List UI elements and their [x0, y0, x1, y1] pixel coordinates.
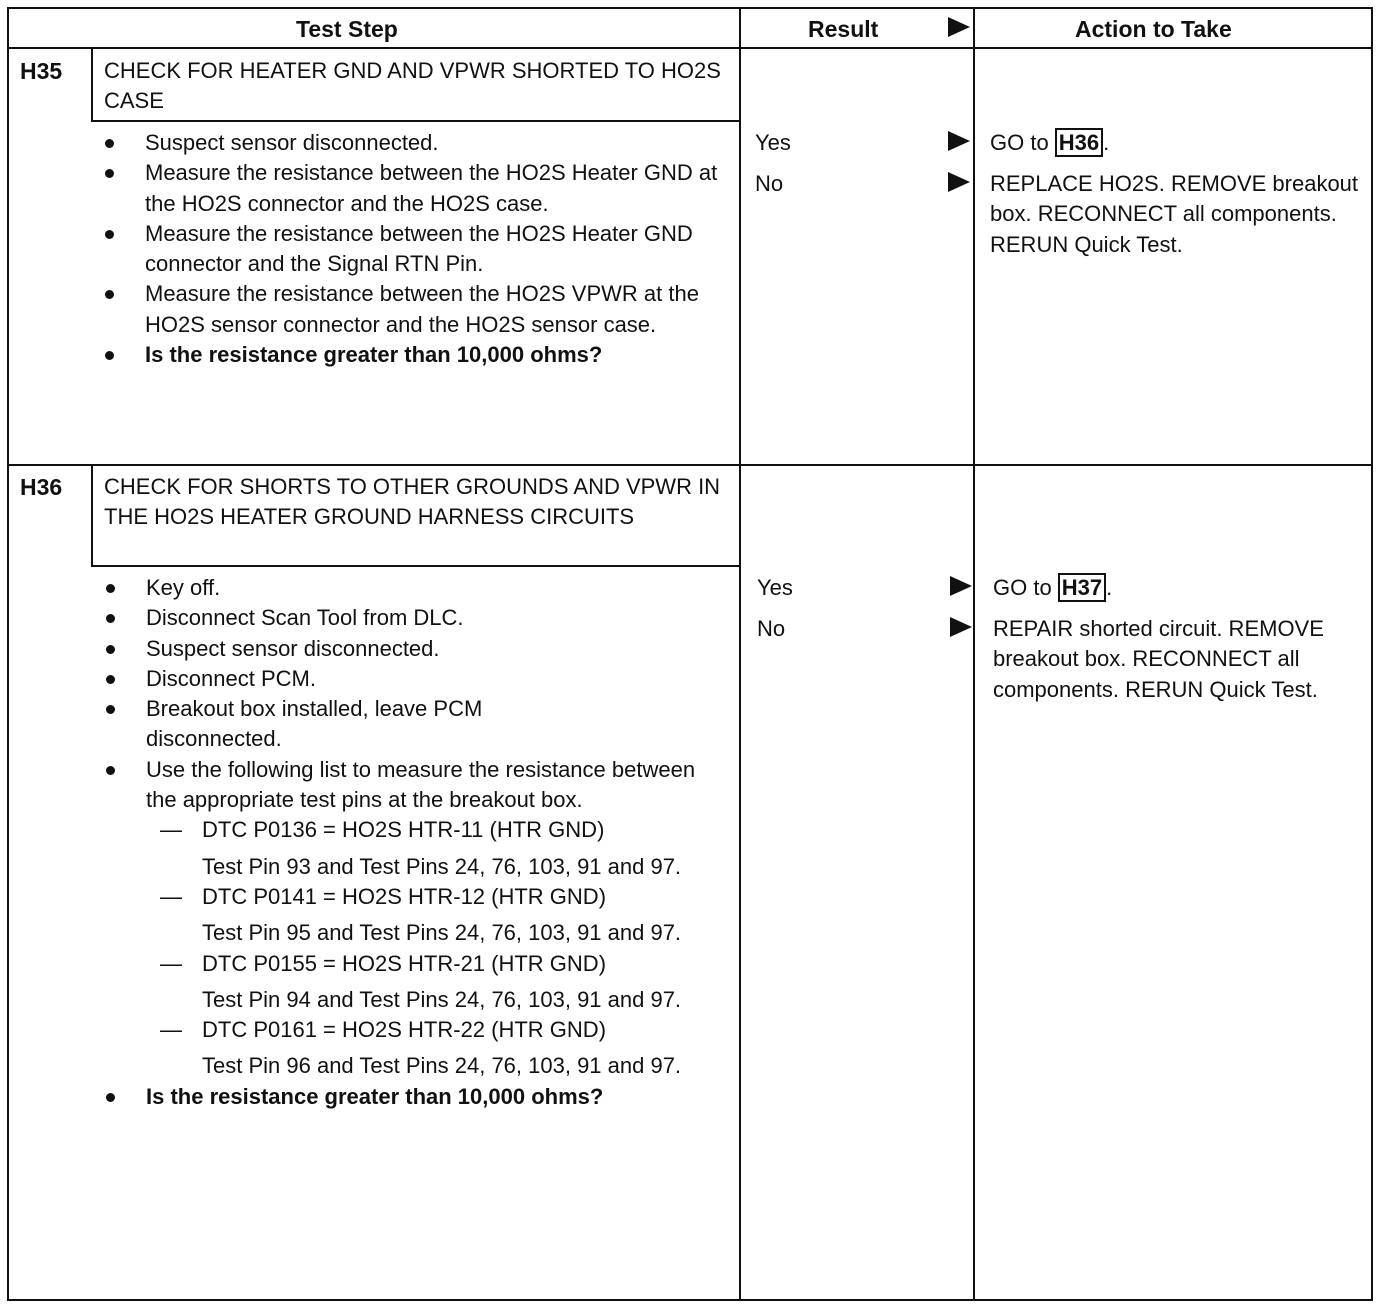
header-action: Action to Take	[1075, 16, 1232, 42]
step-title: CHECK FOR HEATER GND AND VPWR SHORTED TO HO2S CASE	[104, 58, 721, 114]
bullet-item: Key off.	[104, 573, 724, 603]
bullet-item: Use the following list to measure the resistance between the appropriate test pins at the breakout box.	[104, 755, 706, 816]
arrow-icon	[950, 576, 972, 596]
bullet-item: Breakout box installed, leave PCM disconnected.	[104, 694, 586, 755]
header-test-step: Test Step	[296, 16, 398, 42]
action-yes	[990, 128, 1109, 158]
arrow-icon	[948, 131, 970, 151]
bullet-item: Suspect sensor disconnected.	[103, 128, 723, 158]
result-yes: Yes	[757, 575, 793, 600]
action-no: REPAIR shorted circuit. REMOVE breakout box. RECONNECT all components. RERUN Quick Test.	[993, 616, 1324, 702]
arrow-icon	[948, 172, 970, 192]
bullet-item: Measure the resistance between the HO2S VPWR at the HO2S sensor connector and the HO2S sensor case.	[103, 279, 723, 340]
dtc-pins: Test Pin 94 and Test Pins 24, 76, 103, 91 and 97.	[202, 986, 682, 1012]
bullet-item: Suspect sensor disconnected.	[104, 634, 724, 664]
result-no: No	[757, 616, 786, 641]
dtc-item: — DTC P0141 = HO2S HTR-12 (HTR GND)	[104, 882, 724, 912]
step-title: CHECK FOR SHORTS TO OTHER GROUNDS AND VPWR IN THE HO2S HEATER GROUND HARNESS CIRCUITS	[104, 474, 721, 530]
divider	[91, 565, 740, 567]
action-yes	[993, 573, 1112, 603]
bullet-item: Measure the resistance between the HO2S Heater GND connector and the Signal RTN Pin.	[103, 219, 723, 280]
dtc-item: — DTC P0136 = HO2S HTR-11 (HTR GND)	[104, 815, 724, 845]
result-yes: Yes	[755, 130, 791, 155]
result-no: No	[755, 171, 784, 196]
header-result: Result	[808, 16, 879, 42]
divider	[91, 465, 93, 565]
divider	[91, 120, 740, 122]
step-ref-link[interactable]: H37	[1058, 573, 1106, 602]
divider	[91, 48, 93, 120]
arrow-icon	[950, 617, 972, 637]
divider	[973, 7, 975, 1301]
step-instructions	[103, 128, 723, 370]
bullet-item: Disconnect Scan Tool from DLC.	[104, 603, 724, 633]
action-text: GO to	[993, 575, 1058, 600]
dtc-pins: Test Pin 95 and Test Pins 24, 76, 103, 91 and 97.	[202, 920, 682, 946]
action-no: REPLACE HO2S. REMOVE breakout box. RECONNECT all components. RERUN Quick Test.	[990, 171, 1359, 257]
dtc-item: — DTC P0155 = HO2S HTR-21 (HTR GND)	[104, 949, 724, 979]
action-text: .	[1103, 130, 1110, 155]
step-id: H35	[20, 58, 63, 84]
divider	[7, 464, 1373, 466]
bullet-item: Disconnect PCM.	[104, 664, 724, 694]
arrow-icon	[948, 17, 970, 37]
step-id: H36	[20, 474, 63, 500]
step-instructions	[104, 573, 724, 1112]
dtc-pins: Test Pin 93 and Test Pins 24, 76, 103, 91 and 97.	[202, 853, 682, 879]
dtc-item: — DTC P0161 = HO2S HTR-22 (HTR GND)	[104, 1015, 724, 1045]
question: Is the resistance greater than 10,000 ohms?	[104, 1082, 626, 1112]
action-text: .	[1106, 575, 1113, 600]
step-ref-link[interactable]: H36	[1055, 128, 1103, 157]
divider	[739, 7, 741, 1301]
dtc-pins: Test Pin 96 and Test Pins 24, 76, 103, 91 and 97.	[202, 1053, 682, 1079]
question: Is the resistance greater than 10,000 ohms?	[103, 340, 625, 370]
bullet-item: Measure the resistance between the HO2S Heater GND at the HO2S connector and the HO2S case.	[103, 158, 723, 219]
action-text: GO to	[990, 130, 1055, 155]
divider	[7, 47, 1373, 49]
